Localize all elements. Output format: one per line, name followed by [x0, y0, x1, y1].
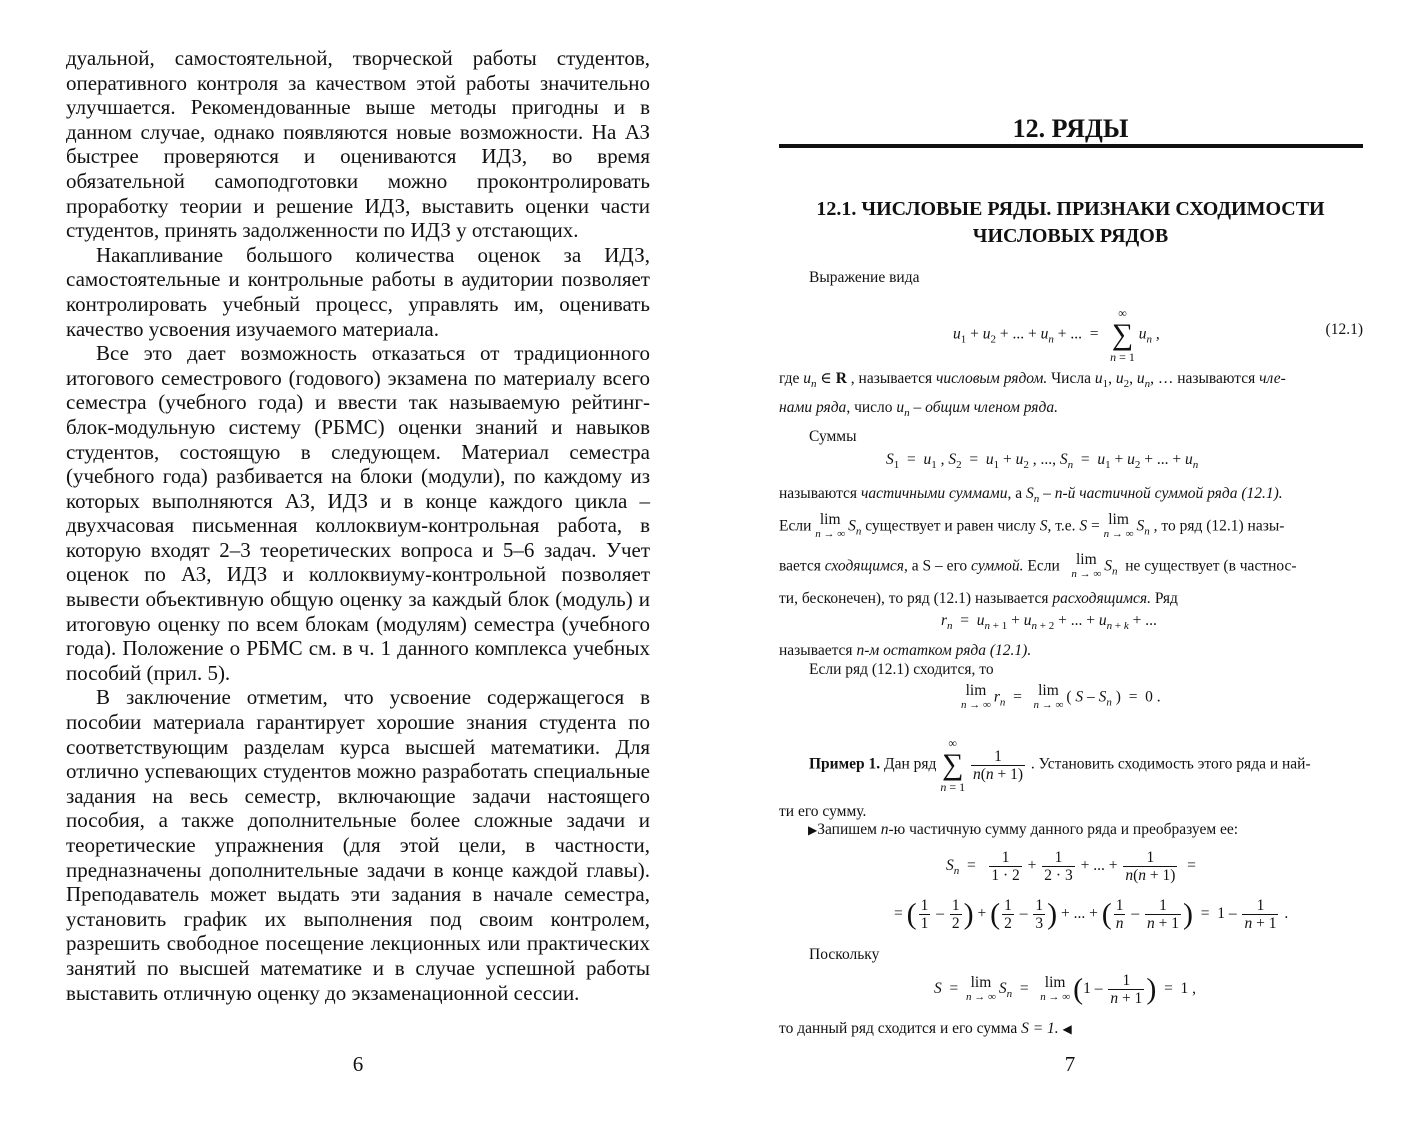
page-number-right: 7	[1064, 1052, 1076, 1076]
term-divergent: расходящимся.	[1052, 590, 1151, 607]
text: … называются	[1157, 370, 1256, 387]
text: , то ряд (12.1) назы-	[1153, 517, 1285, 535]
divergent-line	[779, 590, 1362, 608]
remainder-line	[779, 642, 1362, 660]
section-title-line-2: ЧИСЛОВЫХ РЯДОВ	[972, 225, 1169, 247]
text: , т.е.	[1047, 517, 1076, 535]
equation-number: (12.1)	[1325, 321, 1363, 338]
section-title-line-1: 12.1. ЧИСЛОВЫЕ РЯДЫ. ПРИЗНАКИ СХОДИМОСТИ	[816, 198, 1325, 220]
expression-intro: Выражение вида	[809, 269, 920, 286]
formula-partial-sums: $S_1 = u_1$ , $S_2 = u_1 + u_2$ , ..., $S_n = u_1 + u_2$ + ... + $u_n$	[886, 451, 1199, 471]
sums-label: Суммы	[809, 428, 857, 445]
text: , а	[1007, 485, 1023, 502]
formula-sn-2: = ( $\frac{1}{1}$ – $\frac{1}{2}$ ) + ( $\frac{1}{2}$ – $\frac{1}{3}$ ) + ... + ( $\frac{1}{n}$ – $\frac{1}{n + 1}$ ) = 1 – $\frac{1}{n + 1}$ .	[894, 897, 1289, 932]
definition-line: где $u_n$ ∈ R , называется числовым рядом. Числа $u_1$, $u_2$, $u_n$, … называются чле-	[779, 370, 1286, 390]
text: называется	[779, 642, 853, 659]
text: , а S – его	[903, 557, 968, 575]
text: то данный ряд сходится и его сумма	[779, 1020, 1018, 1037]
example-line-2: ти его сумму.	[779, 803, 867, 820]
term-members-cont: нами ряда	[779, 399, 847, 416]
if-converges: Если ряд (12.1) сходится, то	[809, 661, 994, 678]
partial-sums-line: называются частичными суммами, а $S_n - n-й$ частичной суммой ряда (12.1).	[779, 485, 1283, 505]
text: вается	[779, 557, 821, 575]
left-page-text	[66, 46, 650, 1005]
text: существует и равен числу	[865, 517, 1036, 535]
text: Числа	[1051, 370, 1091, 387]
example-line: Пример 1. Дан ряд ∞ ∑ n = 1 $\frac{1}{n(n + 1)}$ . Установить сходимость этого ряда и най-	[809, 736, 1311, 794]
term-sum: суммой.	[971, 557, 1024, 575]
page-number-left: 6	[352, 1052, 364, 1076]
limit-line: Если lim n → ∞ $S_n$ существует и равен числу S, т.е. S = lim n → ∞ $S_n$ , то ряд (12.1) назы-	[779, 511, 1285, 540]
formula-series-definition: $u_1 + u_2$ + ... + $u_n$ + ... = ∞ ∑ n = 1 $u_n$ ,	[953, 306, 1160, 364]
paragraph: В заключение отметим, что усвоение содержащегося в пособии материала гарантирует хорошие знания студента по соответствующим разделам курса высшей математики. Для отлично успевающих студентов можно разработать специальные задания на весь семестр, включающие задачи настоящего пособия, а также дополнительные более сложные задачи и теоретические упражнения (для этой цели, в частности, предназначены дополнительные задачи в конце каждой главы). Преподаватель может выдать эти задания в начале семестра, установить график их выполнения под своим контролем, разрешить свободное посещение лекционных или практических занятий по высшей математике и в случае успешной работы выставить отличную оценку до экзаменационной сессии.	[66, 685, 650, 1005]
term-partial-sums: частичными суммами	[860, 485, 1008, 502]
formula-remainder-limit: lim n → ∞ $r_n = \lim$ n → ∞ ( S – $S_n$ ) = 0 .	[961, 682, 1161, 711]
triangle-right-icon: ▶	[808, 823, 818, 837]
term-convergent: сходящимся	[824, 557, 904, 575]
chapter-title: 12. РЯДЫ	[1012, 114, 1129, 143]
term-members: чле-	[1259, 370, 1286, 387]
formula-sum-limit: S = lim n → ∞ $S_n = \lim$ n → ∞ (1 – $\frac{1}{n + 1}$ ) = 1 ,	[934, 972, 1197, 1007]
section-title	[779, 196, 1362, 250]
text: называются	[779, 485, 858, 502]
text: не существует (в частнос-	[1125, 557, 1297, 575]
example-label: Пример 1.	[809, 755, 881, 773]
term-general-member: – общим членом ряда.	[913, 399, 1058, 416]
text: Если	[1027, 557, 1060, 575]
sum-value: S = 1.	[1021, 1020, 1059, 1037]
formula-remainder: $r_n = u_{n + 1} + u_{n + 2}$ + ... + $u_{n + k}$ + ...	[941, 612, 1157, 632]
term-nth-partial: – n-й частичной суммой ряда (12.1).	[1043, 485, 1283, 502]
definition-line-2: нами ряда, число $u_n$ – общим членом ряда.	[779, 399, 1058, 419]
text: . Установить сходимость этого ряда и най-	[1030, 755, 1311, 773]
text: , число	[846, 399, 893, 416]
text: ти, бесконечен), то ряд (12.1) называется	[779, 590, 1049, 607]
text: Ряд	[1154, 590, 1178, 607]
paragraph: дуальной, самостоятельной, творческой работы студентов, оперативного контроля за качеством этой работы значительно улучшается. Рекомендованные выше методы пригодны и в данном случае, однако появляются новые возможности. На АЗ быстрее проверяются и оцениваются ИДЗ, во время обязательной самоподготовки можно проконтролировать проработку теории и решение ИДЗ, выставить оценки части студентов, принять задолженности по ИДЗ у отстающих.	[66, 46, 650, 243]
text: , называется	[850, 370, 933, 387]
right-page	[713, 0, 1426, 1126]
since-label: Поскольку	[809, 946, 880, 963]
text: Дан ряд	[884, 755, 937, 773]
term-numeric-series: числовым рядом.	[935, 370, 1048, 387]
solution-intro: ▶Запишем n-ю частичную сумму данного ряда и преобразуем ее:	[808, 821, 1239, 838]
paragraph: Накапливание большого количества оценок за ИДЗ, самостоятельные и контрольные работы в аудитории позволяет контролировать учебный процесс, управлять им, оценивать качество усвоения изучаемого материала.	[66, 242, 650, 341]
text: где	[779, 370, 800, 387]
chapter-rule	[779, 144, 1363, 148]
text: Если	[779, 517, 812, 535]
term-remainder: n-м остатком ряда (12.1).	[856, 642, 1032, 659]
text: -ю частичную сумму данного ряда и преобразуем ее:	[888, 821, 1239, 838]
triangle-left-icon: ◀	[1062, 1022, 1072, 1036]
convergent-line: вается сходящимся, а S – его суммой. Если lim n → ∞ $S_n$ не существует (в частнос-	[779, 551, 1297, 580]
formula-sn-1: $S_n$ = $\frac{1}{1 \cdot 2}$ + $\frac{1}{2 \cdot 3}$ + ... + $\frac{1}{n(n + 1)}$ =	[946, 849, 1196, 884]
text: Запишем	[817, 821, 877, 838]
conclusion-line	[779, 1020, 1362, 1038]
paragraph: Все это дает возможность отказаться от традиционного итогового семестрового (годового) экзамена по материалу всего семестра (учебного года) и ввести так называемую рейтинг-блок-модульную систему (РБМС) оценки знаний и навыков студентов, состоящую в следующем. Материал семестра (учебного года) разбивается на блоки (модули), по каждому из которых выполняются АЗ, ИДЗ и в конце каждого цикла – двухчасовая письменная коллоквиум-контрольная работа, в которую входят 2–3 теоретических вопроса и 5–6 задач. Учет оценок по АЗ, ИДЗ и коллоквиуму-контрольной позволяет вывести объективную общую оценку за каждый блок (модуль) и итоговую оценку по всем блокам (модулям) семестра (учебного года). Положение о РБМС см. в ч. 1 данного комплекса учебных пособий (прил. 5).	[66, 341, 650, 685]
